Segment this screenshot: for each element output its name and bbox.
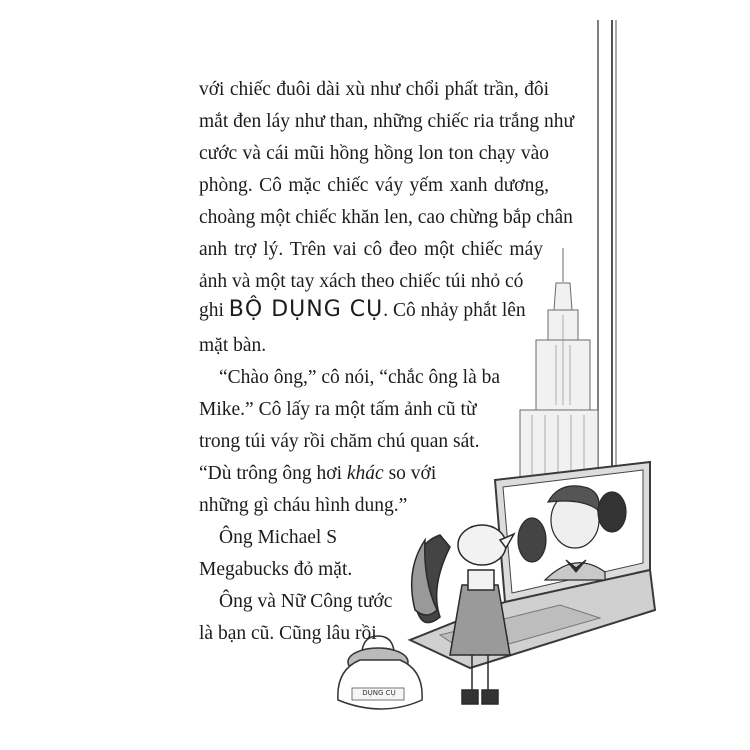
text-line: phòng. Cô mặc chiếc váy yếm xanh dương, <box>199 175 549 196</box>
tool-bag-icon <box>338 636 422 709</box>
line-prefix: “Dù trông ông hơi <box>199 463 347 484</box>
text-line: cước và cái mũi hồng hồng lon ton chạy vào <box>199 143 549 164</box>
text-line: những gì cháu hình dung.” <box>199 495 408 516</box>
text-line-with-label <box>199 298 526 323</box>
text-line: choàng một chiếc khăn len, cao chừng bắp chân <box>199 207 573 228</box>
text-line: mặt bàn. <box>199 335 267 356</box>
emphasis-word: khác <box>346 463 384 484</box>
text-line: Ông Michael S <box>219 527 338 548</box>
text-line: Mike.” Cô lấy ra một tấm ảnh cũ từ <box>199 399 477 420</box>
text-line: trong túi váy rồi chăm chú quan sát. <box>199 431 480 452</box>
squirrel-icon <box>412 525 514 704</box>
line-suffix: . Cô nhảy phắt lên <box>383 300 526 321</box>
line-prefix: ghi <box>199 300 229 321</box>
text-line: anh trợ lý. Trên vai cô đeo một chiếc máy <box>199 239 543 260</box>
text-line: Megabucks đỏ mặt. <box>199 559 353 580</box>
text-line: Ông và Nữ Công tước <box>219 591 393 612</box>
text-line: “Chào ông,” cô nói, “chắc ông là ba <box>219 367 501 388</box>
text-line: là bạn cũ. Cũng lâu rồi <box>199 623 377 644</box>
laptop-icon <box>410 462 655 668</box>
bag-label: DỤNG CỤ <box>362 689 396 697</box>
text-line: với chiếc đuôi dài xù như chổi phất trần, đôi <box>199 79 549 100</box>
text-line-with-emphasis <box>199 462 436 486</box>
line-suffix: so với <box>383 463 437 484</box>
text-line: ảnh và một tay xách theo chiếc túi nhỏ có <box>199 271 524 292</box>
tool-kit-label: BỘ DỤNG CỤ <box>228 297 384 322</box>
text-line: mắt đen láy như than, những chiếc ria trắng như <box>199 111 575 132</box>
